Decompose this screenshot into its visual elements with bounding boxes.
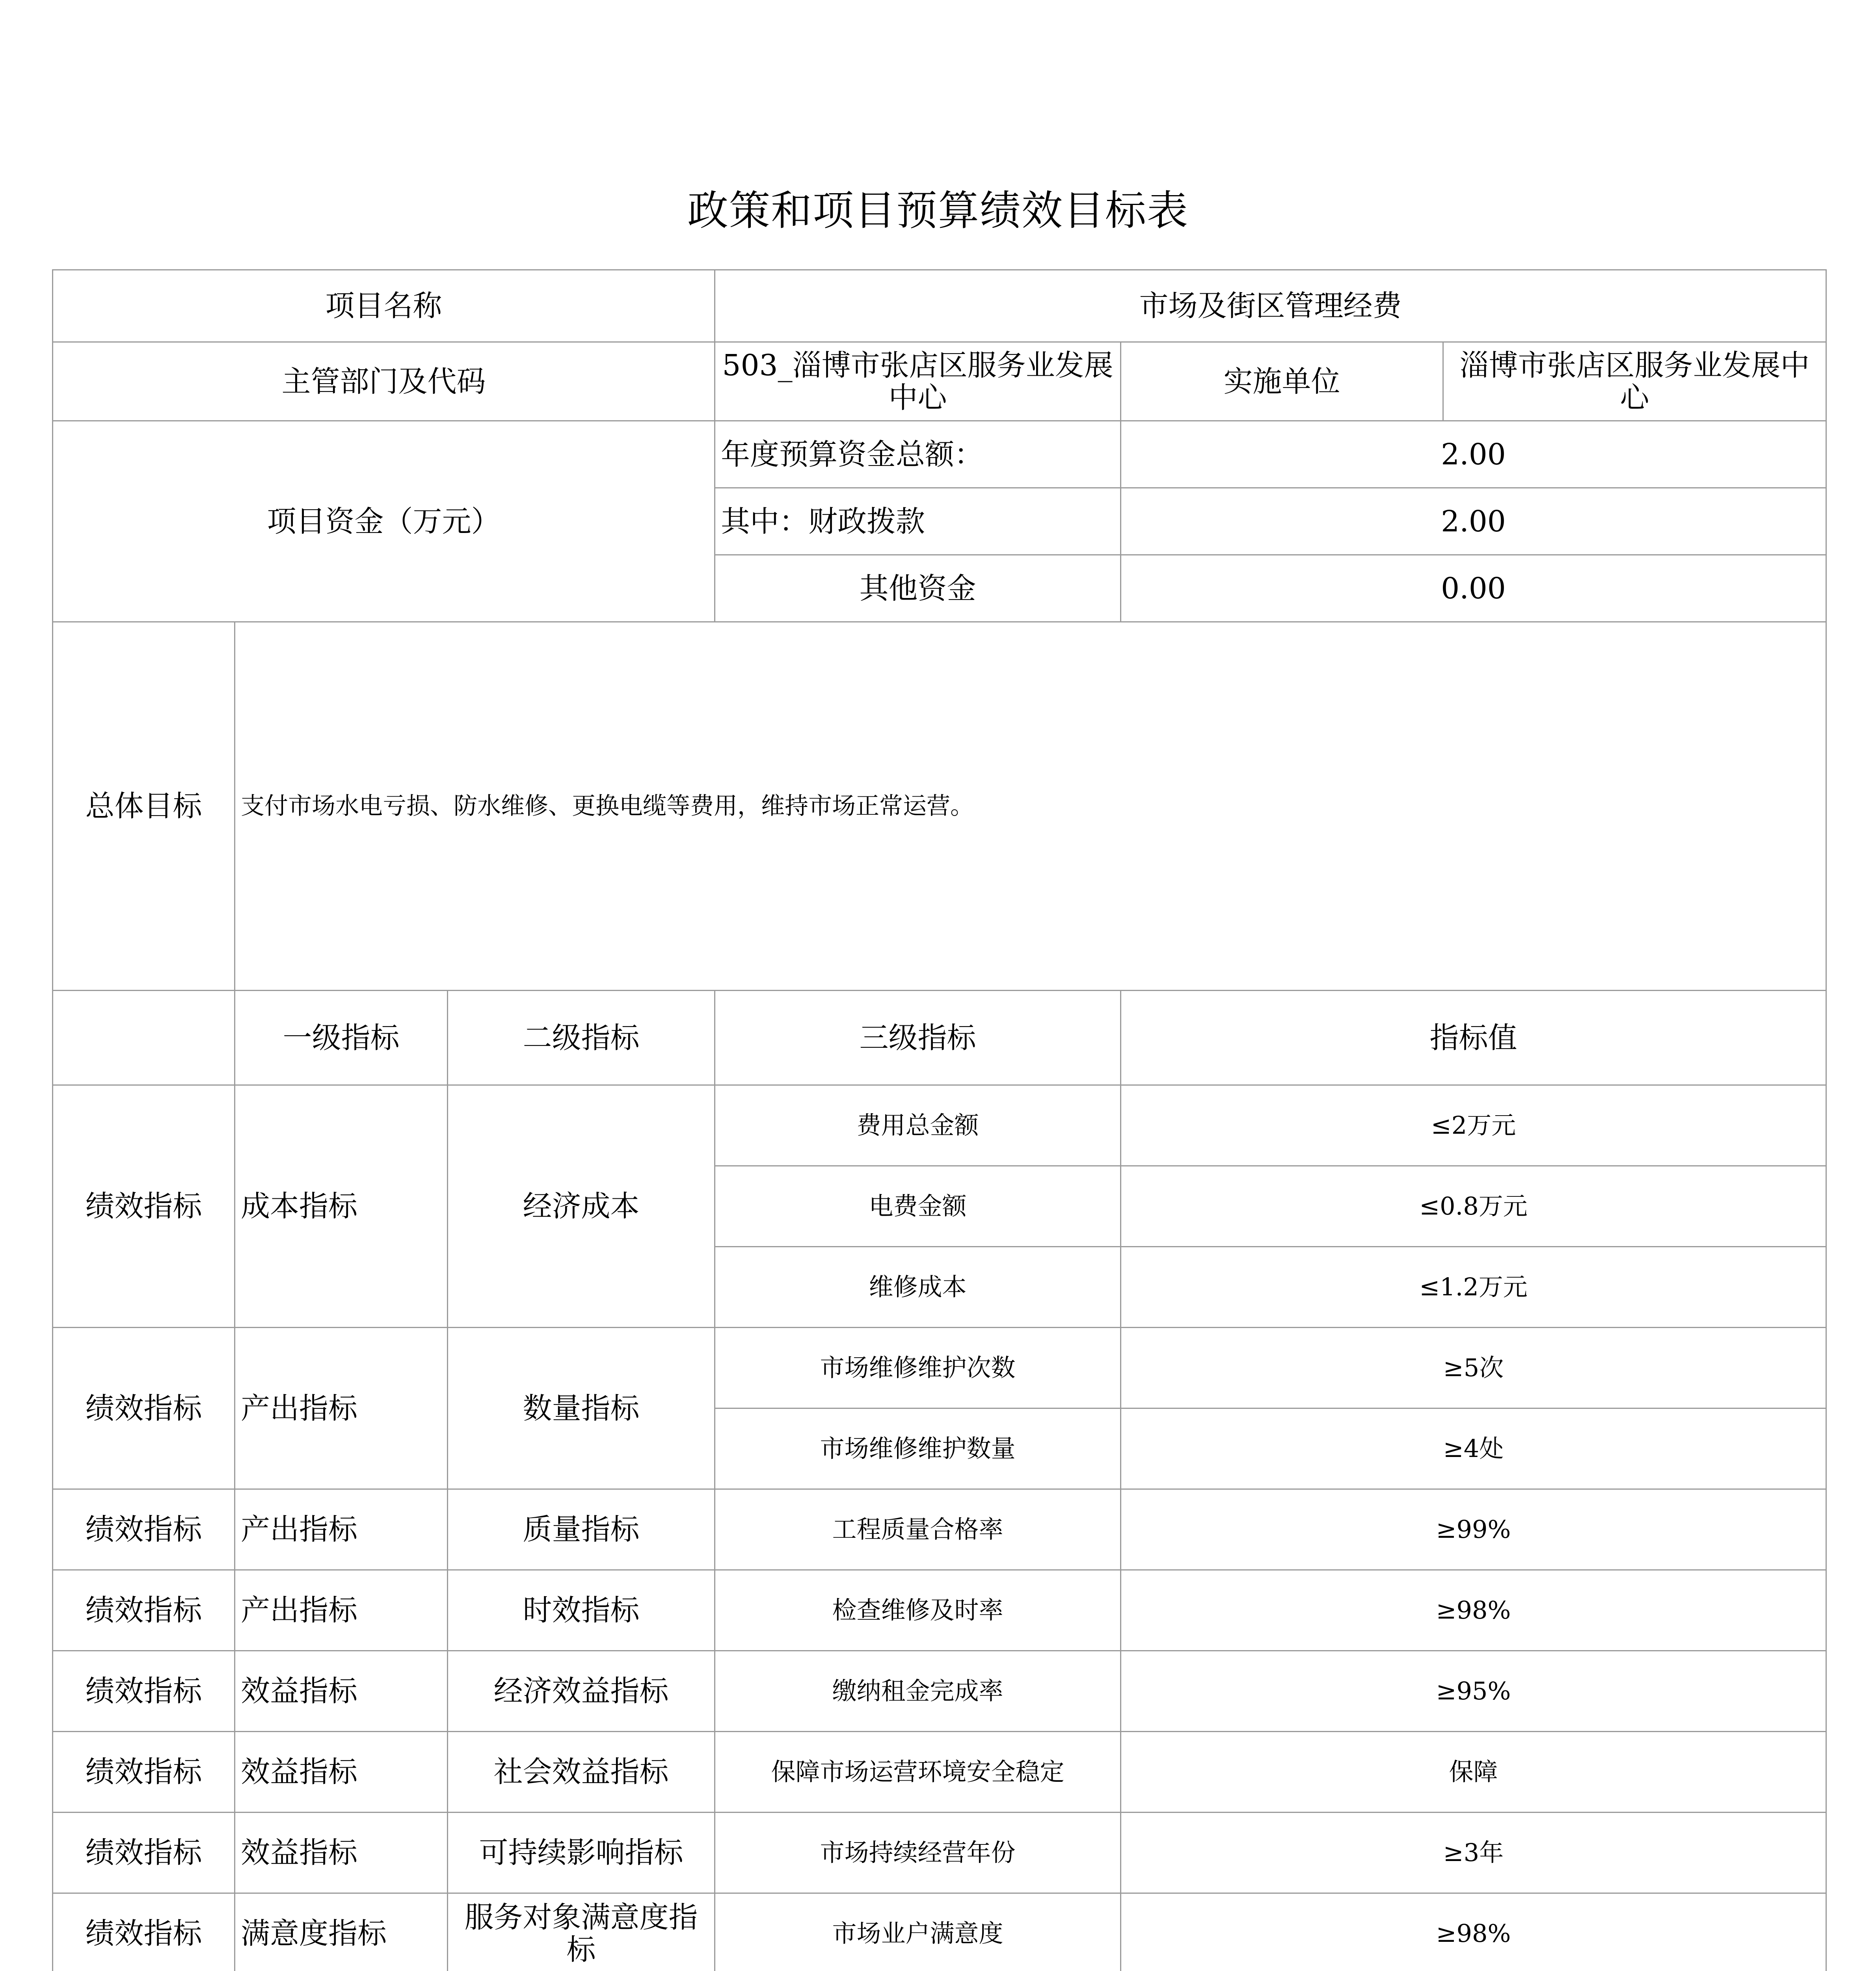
fund-row-label: 其中：财政拨款 <box>715 488 1121 555</box>
indicator-level2: 数量指标 <box>448 1328 715 1489</box>
fund-row-value: 0.00 <box>1121 555 1826 622</box>
indicator-level2: 质量指标 <box>448 1489 715 1570</box>
goal-label: 总体目标 <box>53 622 235 991</box>
indicator-name: 缴纳租金完成率 <box>715 1651 1121 1732</box>
header-level2: 二级指标 <box>448 991 715 1085</box>
indicator-category: 绩效指标 <box>53 1489 235 1570</box>
header-level3: 三级指标 <box>715 991 1121 1085</box>
indicator-level1: 效益指标 <box>235 1732 448 1813</box>
indicator-level1: 效益指标 <box>235 1813 448 1893</box>
indicator-row <box>53 1893 1826 1971</box>
indicator-value: ≥95% <box>1121 1651 1826 1732</box>
indicator-value: ≤2万元 <box>1121 1085 1826 1166</box>
indicator-name: 工程质量合格率 <box>715 1489 1121 1570</box>
page-title: 政策和项目预算绩效目标表 <box>687 186 1189 235</box>
indicator-row <box>53 1732 1826 1813</box>
fund-row-total <box>53 421 1826 488</box>
indicator-value: 保障 <box>1121 1732 1826 1813</box>
indicator-level2: 经济效益指标 <box>448 1651 715 1732</box>
project-name-row <box>53 270 1826 342</box>
indicator-category: 绩效指标 <box>53 1570 235 1651</box>
indicator-row <box>53 1489 1826 1570</box>
indicator-value: ≥4处 <box>1121 1408 1826 1489</box>
indicator-name: 电费金额 <box>715 1166 1121 1247</box>
fund-label: 项目资金（万元） <box>53 421 715 622</box>
indicator-value: ≥99% <box>1121 1489 1826 1570</box>
project-name-value: 市场及街区管理经费 <box>715 270 1826 342</box>
indicator-name: 保障市场运营环境安全稳定 <box>715 1732 1121 1813</box>
indicator-name: 费用总金额 <box>715 1085 1121 1166</box>
project-name-label: 项目名称 <box>53 270 715 342</box>
dept-label: 主管部门及代码 <box>53 342 715 421</box>
goal-row <box>53 622 1826 991</box>
fund-row-label: 年度预算资金总额： <box>715 421 1121 488</box>
indicator-level2: 社会效益指标 <box>448 1732 715 1813</box>
indicator-category: 绩效指标 <box>53 1651 235 1732</box>
impl-label: 实施单位 <box>1121 342 1443 421</box>
indicator-level1: 产出指标 <box>235 1328 448 1489</box>
indicator-value: ≤1.2万元 <box>1121 1247 1826 1328</box>
indicator-name: 检查维修及时率 <box>715 1570 1121 1651</box>
indicator-value: ≥3年 <box>1121 1813 1826 1893</box>
indicator-name: 维修成本 <box>715 1247 1121 1328</box>
impl-value: 淄博市张店区服务业发展中心 <box>1443 342 1826 421</box>
indicator-category: 绩效指标 <box>53 1893 235 1971</box>
indicator-value: ≥98% <box>1121 1893 1826 1971</box>
header-level1: 一级指标 <box>235 991 448 1085</box>
indicator-name: 市场业户满意度 <box>715 1893 1121 1971</box>
indicator-header-row <box>53 991 1826 1085</box>
indicator-category: 绩效指标 <box>53 1813 235 1893</box>
dept-row <box>53 342 1826 421</box>
indicator-category: 绩效指标 <box>53 1328 235 1489</box>
indicator-value: ≥5次 <box>1121 1328 1826 1408</box>
indicator-name: 市场维修维护次数 <box>715 1328 1121 1408</box>
indicator-level2: 可持续影响指标 <box>448 1813 715 1893</box>
indicator-value: ≥98% <box>1121 1570 1826 1651</box>
indicator-level1: 产出指标 <box>235 1489 448 1570</box>
indicator-row <box>53 1651 1826 1732</box>
indicator-row <box>53 1570 1826 1651</box>
indicator-name: 市场持续经营年份 <box>715 1813 1121 1893</box>
indicator-row <box>53 1085 1826 1166</box>
indicator-value: ≤0.8万元 <box>1121 1166 1826 1247</box>
goal-text: 支付市场水电亏损、防水维修、更换电缆等费用，维持市场正常运营。 <box>235 622 1826 991</box>
fund-row-value: 2.00 <box>1121 488 1826 555</box>
indicator-level2: 服务对象满意度指标 <box>448 1893 715 1971</box>
indicator-level1: 满意度指标 <box>235 1893 448 1971</box>
indicator-category: 绩效指标 <box>53 1732 235 1813</box>
fund-row-label: 其他资金 <box>715 555 1121 622</box>
indicator-category: 绩效指标 <box>53 1085 235 1328</box>
indicator-level1: 产出指标 <box>235 1570 448 1651</box>
performance-target-table <box>52 269 1827 1971</box>
indicator-level1: 成本指标 <box>235 1085 448 1328</box>
dept-value: 503_淄博市张店区服务业发展中心 <box>715 342 1121 421</box>
indicator-row <box>53 1328 1826 1408</box>
header-value: 指标值 <box>1121 991 1826 1085</box>
indicator-row <box>53 1813 1826 1893</box>
indicator-level2: 时效指标 <box>448 1570 715 1651</box>
indicator-level1: 效益指标 <box>235 1651 448 1732</box>
header-blank <box>53 991 235 1085</box>
fund-row-value: 2.00 <box>1121 421 1826 488</box>
indicator-level2: 经济成本 <box>448 1085 715 1328</box>
indicator-name: 市场维修维护数量 <box>715 1408 1121 1489</box>
